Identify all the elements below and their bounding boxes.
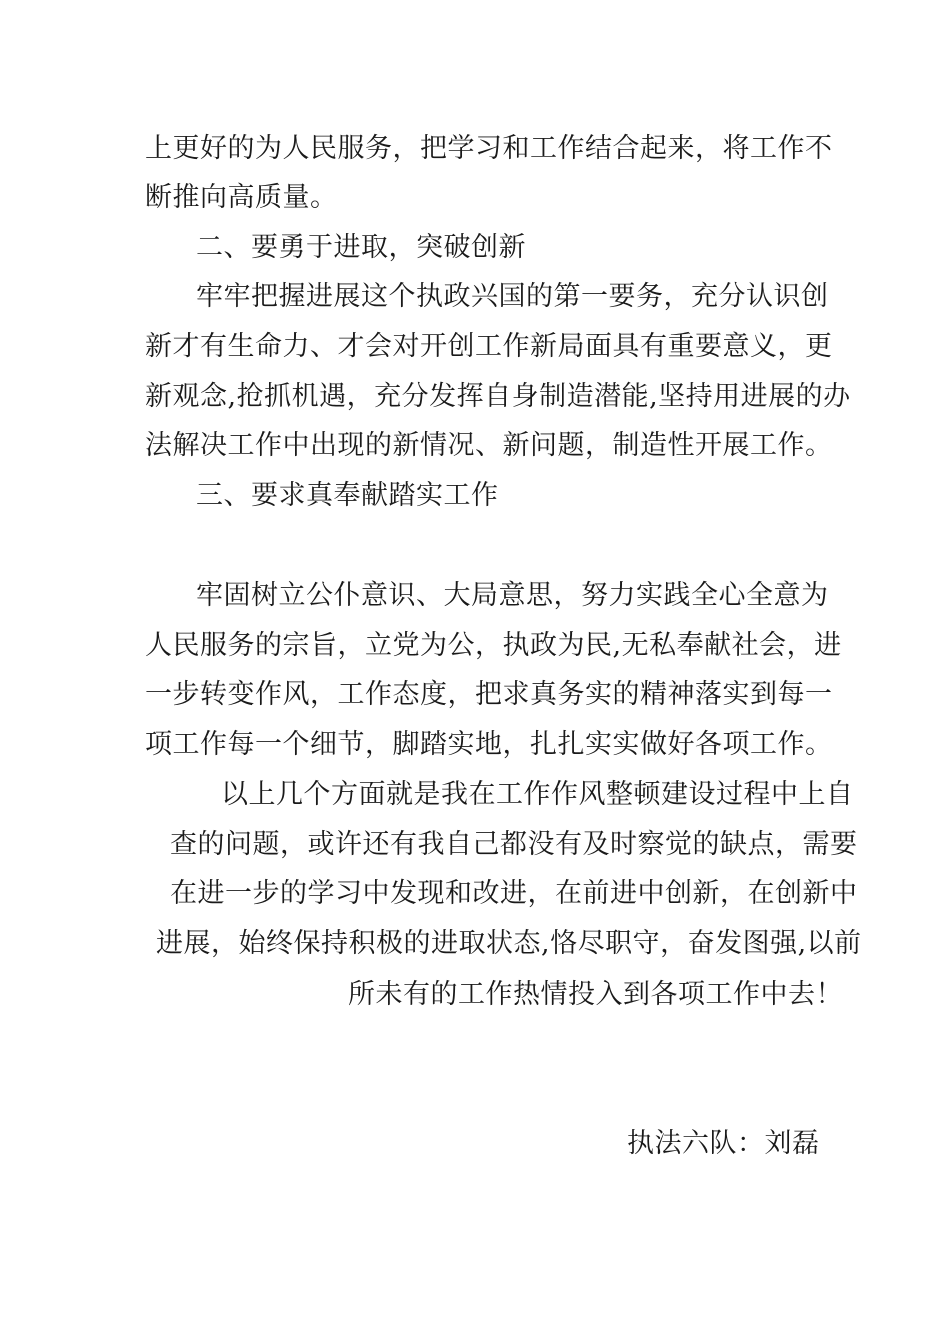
- paragraph-line: 牢固树立公仆意识、大局意思，努力实践全心全意为: [196, 580, 829, 611]
- paragraph-line: 项工作每一个细节，脚踏实地，扎扎实实做好各项工作。: [145, 729, 833, 760]
- paragraph-line: 法解决工作中出现的新情况、新问题，制造性开展工作。: [145, 430, 833, 461]
- paragraph-line: 一步转变作风，工作态度，把求真务实的精神落实到每一: [145, 679, 833, 710]
- paragraph-line: 查的问题，或许还有我自己都没有及时察觉的缺点，需要: [170, 829, 858, 860]
- paragraph-line: 所未有的工作热情投入到各项工作中去！: [348, 979, 843, 1010]
- signature: 执法六队：刘磊: [627, 1128, 820, 1159]
- paragraph-line: 以上几个方面就是我在工作作风整顿建设过程中上自: [221, 779, 854, 810]
- section-heading: 三、要求真奉献踏实工作: [196, 480, 499, 511]
- section-heading: 二、要勇于进取，突破创新: [196, 232, 526, 263]
- paragraph-line: 新观念,抢抓机遇，充分发挥自身制造潜能,坚持用进展的办: [145, 381, 851, 412]
- paragraph-line: 牢牢把握进展这个执政兴国的第一要务，充分认识创: [196, 281, 829, 312]
- paragraph-line: 进展，始终保持积极的进取状态,恪尽职守，奋发图强,以前: [156, 928, 862, 959]
- paragraph-line: 人民服务的宗旨，立党为公，执政为民,无私奉献社会，进: [145, 630, 842, 661]
- paragraph-line: 上更好的为人民服务，把学习和工作结合起来，将工作不: [145, 133, 833, 164]
- paragraph-line: 断推向高质量。: [145, 182, 338, 213]
- paragraph-line: 新才有生命力、才会对开创工作新局面具有重要意义，更: [145, 331, 833, 362]
- paragraph-line: 在进一步的学习中发现和改进，在前进中创新，在创新中: [170, 878, 858, 909]
